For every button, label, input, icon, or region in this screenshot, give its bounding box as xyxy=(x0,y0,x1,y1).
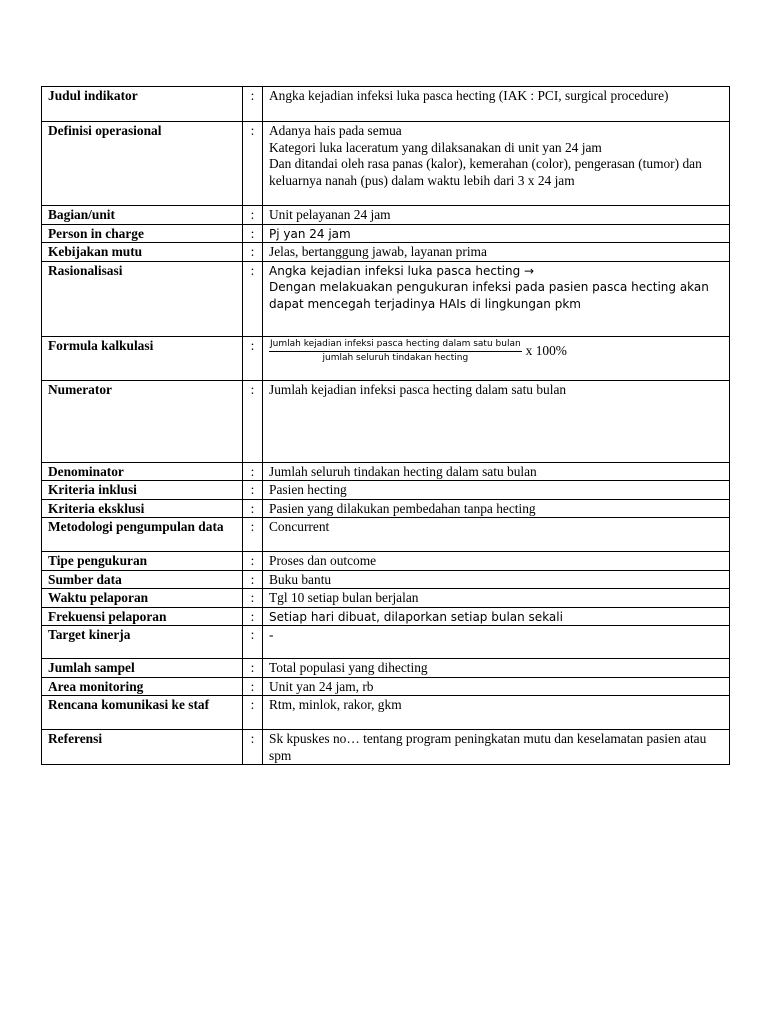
row-label: Referensi xyxy=(42,730,243,765)
row-label: Waktu pelaporan xyxy=(42,589,243,608)
row-value: Pasien hecting xyxy=(263,481,730,500)
row-value: Jumlah seluruh tindakan hecting dalam satu bulan xyxy=(263,462,730,481)
table-row xyxy=(42,462,730,481)
table-row xyxy=(42,206,730,225)
row-separator: : xyxy=(243,730,263,765)
row-value: Jelas, bertanggung jawab, layanan prima xyxy=(263,243,730,262)
row-label: Denominator xyxy=(42,462,243,481)
table-row xyxy=(42,552,730,571)
row-label: Rasionalisasi xyxy=(42,261,243,336)
row-separator: : xyxy=(243,206,263,225)
row-separator: : xyxy=(243,336,263,380)
row-separator: : xyxy=(243,224,263,243)
row-value: Setiap hari dibuat, dilaporkan setiap bulan sekali xyxy=(263,607,730,626)
table-row xyxy=(42,518,730,552)
formula-cell xyxy=(263,336,730,380)
table-row xyxy=(42,659,730,678)
row-separator: : xyxy=(243,626,263,659)
row-label: Kriteria eksklusi xyxy=(42,499,243,518)
row-separator: : xyxy=(243,380,263,462)
table-row xyxy=(42,224,730,243)
row-separator: : xyxy=(243,243,263,262)
row-value: Angka kejadian infeksi luka pasca hecting (IAK : PCI, surgical procedure) xyxy=(263,87,730,122)
row-label: Kriteria inklusi xyxy=(42,481,243,500)
row-value: Pasien yang dilakukan pembedahan tanpa hecting xyxy=(263,499,730,518)
table-row xyxy=(42,481,730,500)
formula-denominator: jumlah seluruh tindakan hecting xyxy=(322,352,469,363)
row-value: Concurrent xyxy=(263,518,730,552)
table-row xyxy=(42,261,730,336)
row-label: Bagian/unit xyxy=(42,206,243,225)
table-row xyxy=(42,626,730,659)
row-separator: : xyxy=(243,659,263,678)
table-row xyxy=(42,243,730,262)
row-value: Total populasi yang dihecting xyxy=(263,659,730,678)
formula-fraction xyxy=(269,339,723,364)
table-row xyxy=(42,336,730,380)
row-label: Numerator xyxy=(42,380,243,462)
row-value: - xyxy=(263,626,730,659)
row-separator: : xyxy=(243,481,263,500)
row-value: Sk kpuskes no… tentang program peningkatan mutu dan keselamatan pasien atau spm xyxy=(263,730,730,765)
row-label: Judul indikator xyxy=(42,87,243,122)
row-separator: : xyxy=(243,607,263,626)
table-row xyxy=(42,87,730,122)
row-label: Definisi operasional xyxy=(42,122,243,206)
row-label: Formula kalkulasi xyxy=(42,336,243,380)
row-separator: : xyxy=(243,552,263,571)
row-label: Rencana komunikasi ke staf xyxy=(42,696,243,730)
row-label: Area monitoring xyxy=(42,677,243,696)
fraction xyxy=(269,339,522,364)
table-row xyxy=(42,696,730,730)
row-value: Unit pelayanan 24 jam xyxy=(263,206,730,225)
row-value: Jumlah kejadian infeksi pasca hecting dalam satu bulan xyxy=(263,380,730,462)
row-separator: : xyxy=(243,122,263,206)
table-row xyxy=(42,589,730,608)
row-separator: : xyxy=(243,261,263,336)
table-row xyxy=(42,122,730,206)
table-row xyxy=(42,677,730,696)
row-label: Jumlah sampel xyxy=(42,659,243,678)
row-separator: : xyxy=(243,518,263,552)
row-value: Buku bantu xyxy=(263,570,730,589)
row-label: Sumber data xyxy=(42,570,243,589)
row-separator: : xyxy=(243,589,263,608)
formula-multiplier: x 100% xyxy=(525,342,567,358)
table-row xyxy=(42,499,730,518)
row-separator: : xyxy=(243,696,263,730)
row-value: Rtm, minlok, rakor, gkm xyxy=(263,696,730,730)
row-separator: : xyxy=(243,677,263,696)
row-separator: : xyxy=(243,570,263,589)
table-row xyxy=(42,730,730,765)
formula-numerator: Jumlah kejadian infeksi pasca hecting dalam satu bulan xyxy=(269,339,522,352)
table-row xyxy=(42,607,730,626)
row-value: Unit yan 24 jam, rb xyxy=(263,677,730,696)
row-label: Kebijakan mutu xyxy=(42,243,243,262)
row-value: Angka kejadian infeksi luka pasca hecting → Dengan melakuakan pengukuran infeksi pada pasien pasca hecting akan dapat mencegah terjadinya HAIs di lingkungan pkm xyxy=(263,261,730,336)
row-value: Tgl 10 setiap bulan berjalan xyxy=(263,589,730,608)
row-value: Adanya hais pada semua Kategori luka laceratum yang dilaksanakan di unit yan 24 jam Dan ditandai oleh rasa panas (kalor), kemerahan (color), pengerasan (tumor) dan keluarnya nanah (pus) dalam waktu lebih dari 3 x 24 jam xyxy=(263,122,730,206)
row-label: Metodologi pengumpulan data xyxy=(42,518,243,552)
row-value: Pj yan 24 jam xyxy=(263,224,730,243)
table-row xyxy=(42,570,730,589)
row-label: Frekuensi pelaporan xyxy=(42,607,243,626)
row-separator: : xyxy=(243,499,263,518)
row-separator: : xyxy=(243,462,263,481)
row-label: Target kinerja xyxy=(42,626,243,659)
row-separator: : xyxy=(243,87,263,122)
indicator-profile-table xyxy=(41,86,730,765)
table-row xyxy=(42,380,730,462)
row-label: Person in charge xyxy=(42,224,243,243)
row-label: Tipe pengukuran xyxy=(42,552,243,571)
row-value: Proses dan outcome xyxy=(263,552,730,571)
